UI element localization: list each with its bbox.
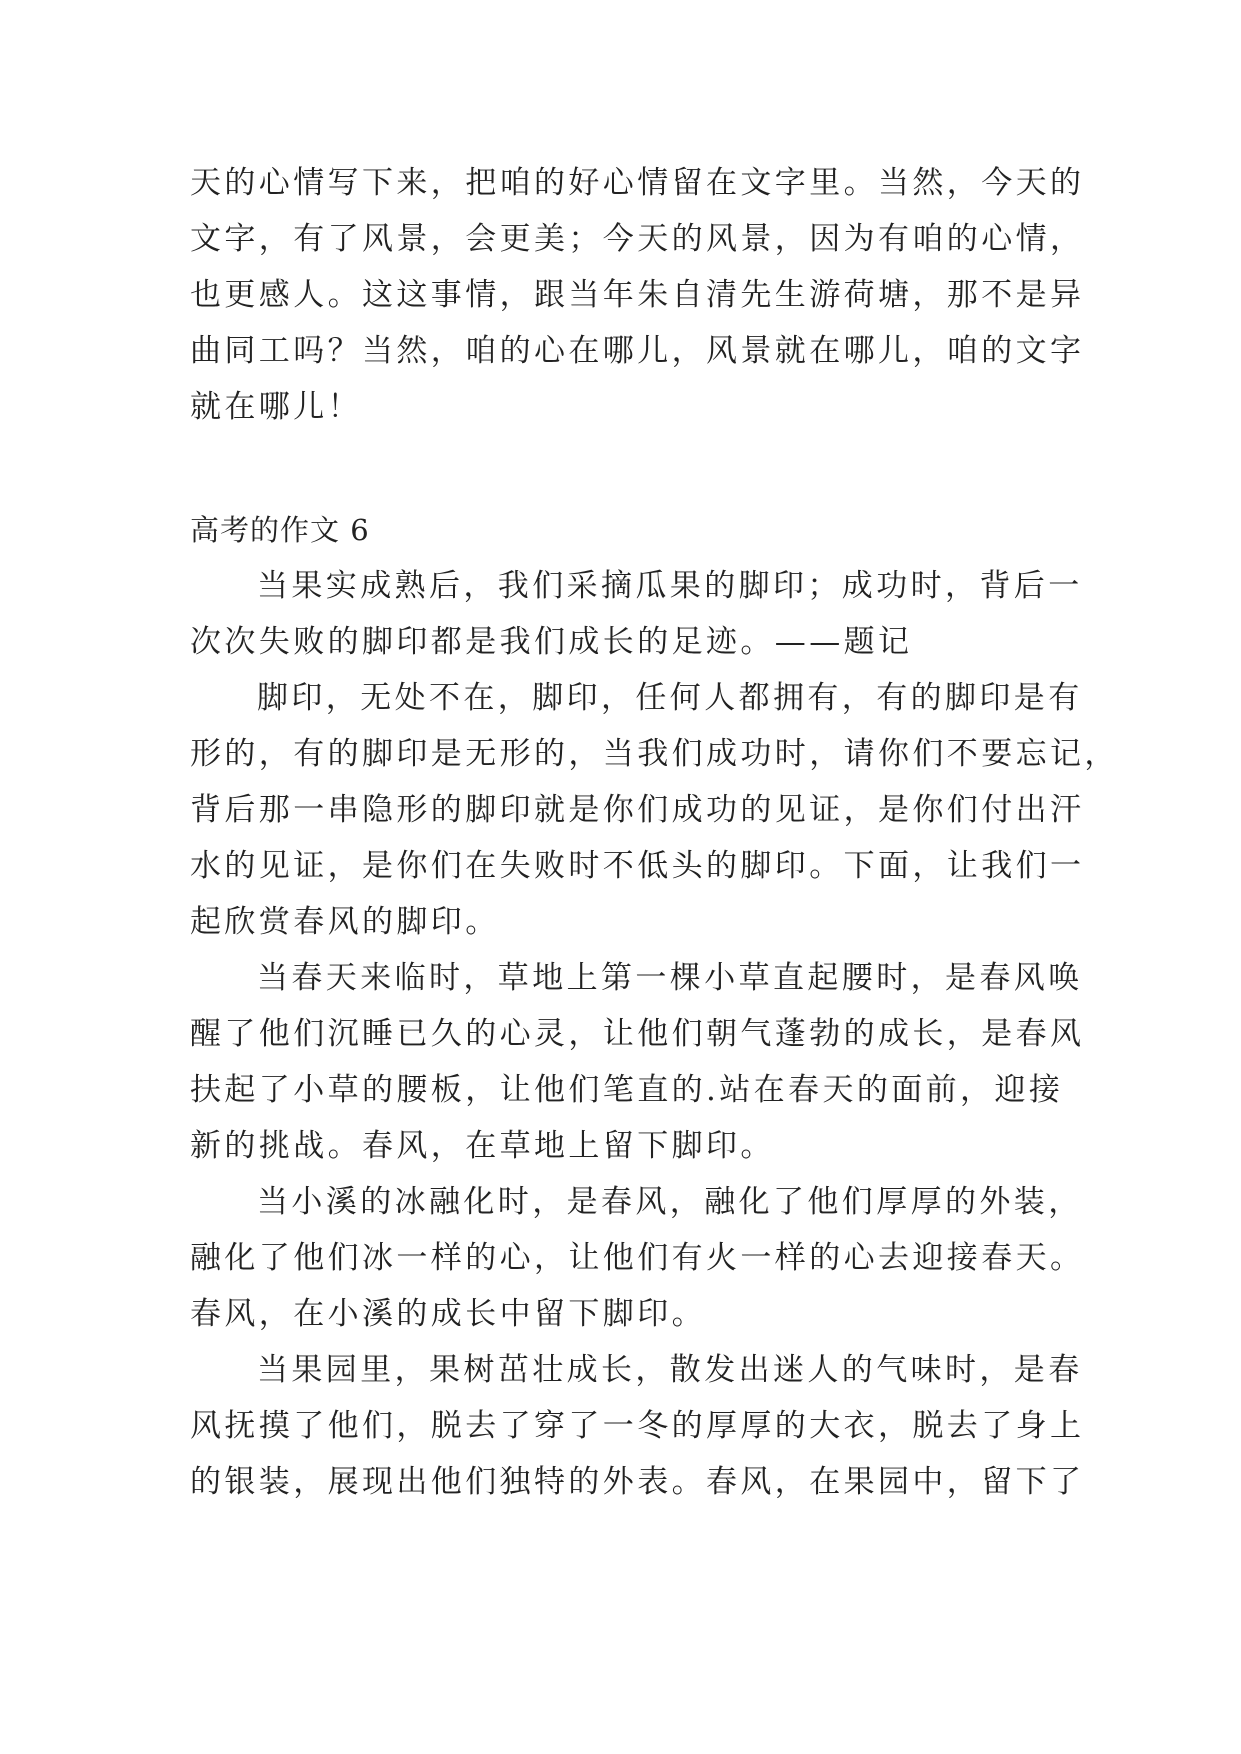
paragraph-line: 也更感人。这这事情，跟当年朱自清先生游荷塘，那不是异 <box>190 277 1085 313</box>
paragraph-line: 次次失败的脚印都是我们成长的足迹。——题记 <box>190 624 913 660</box>
paragraph-line: 天的心情写下来，把咱的好心情留在文字里。当然，今天的 <box>190 165 1085 201</box>
paragraph-line: 的银装，展现出他们独特的外表。春风，在果园中，留下了 <box>190 1464 1085 1500</box>
paragraph-line: 水的见证，是你们在失败时不低头的脚印。下面，让我们一 <box>190 848 1085 884</box>
paragraph-line: 风抚摸了他们，脱去了穿了一冬的厚厚的大衣，脱去了身上 <box>190 1408 1085 1444</box>
paragraph-line: 当小溪的冰融化时，是春风，融化了他们厚厚的外装， <box>257 1184 1083 1220</box>
paragraph-line: 曲同工吗？当然，咱的心在哪儿，风景就在哪儿，咱的文字 <box>190 333 1085 369</box>
paragraph-line: 背后那一串隐形的脚印就是你们成功的见证，是你们付出汗 <box>190 792 1085 828</box>
paragraph-line: 扶起了小草的腰板，让他们笔直的.站在春天的面前，迎接 <box>190 1072 1064 1108</box>
paragraph-line: 醒了他们沉睡已久的心灵，让他们朝气蓬勃的成长，是春风 <box>190 1016 1085 1052</box>
paragraph-line: 形的，有的脚印是无形的，当我们成功时，请你们不要忘记， <box>190 736 1119 772</box>
paragraph-line: 文字，有了风景，会更美；今天的风景，因为有咱的心情， <box>190 221 1085 257</box>
paragraph-line: 春风，在小溪的成长中留下脚印。 <box>190 1296 706 1332</box>
paragraph-line: 起欣赏春风的脚印。 <box>190 904 500 940</box>
paragraph-line: 脚印，无处不在，脚印，任何人都拥有，有的脚印是有 <box>257 680 1083 716</box>
paragraph-line: 融化了他们冰一样的心，让他们有火一样的心去迎接春天。 <box>190 1240 1085 1276</box>
paragraph-line: 当果实成熟后，我们采摘瓜果的脚印；成功时，背后一 <box>257 568 1083 604</box>
paragraph-line: 当果园里，果树茁壮成长，散发出迷人的气味时，是春 <box>257 1352 1083 1388</box>
paragraph-line: 新的挑战。春风，在草地上留下脚印。 <box>190 1128 775 1164</box>
paragraph-line: 就在哪儿！ <box>190 389 362 425</box>
paragraph-line: 当春天来临时，草地上第一棵小草直起腰时，是春风唤 <box>257 960 1083 996</box>
section-title: 高考的作文 6 <box>190 513 370 547</box>
